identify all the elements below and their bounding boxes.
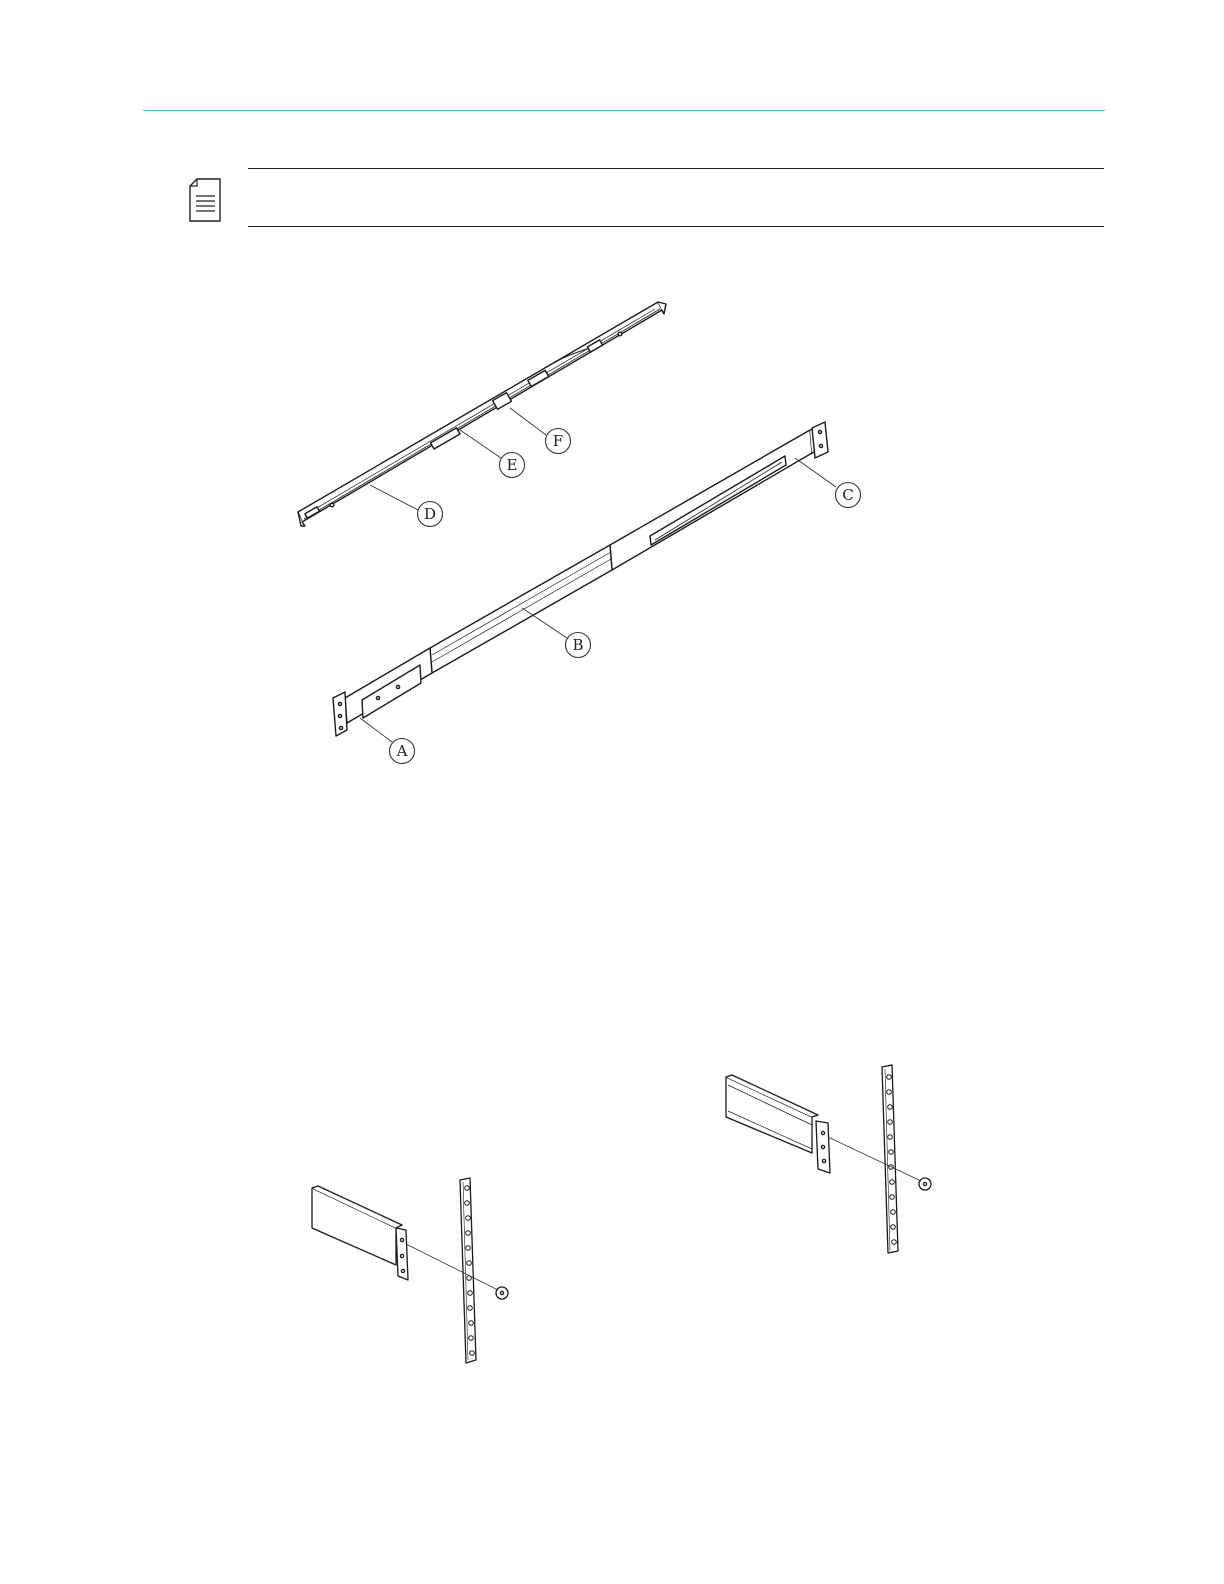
rail-kit-figure bbox=[270, 290, 890, 780]
header-rule bbox=[143, 110, 1105, 111]
note-bottom-rule bbox=[248, 226, 1104, 227]
callout-b: B bbox=[572, 636, 584, 654]
callout-f: F bbox=[552, 432, 564, 450]
rail-bracket bbox=[312, 1186, 408, 1280]
callout-e: E bbox=[506, 456, 518, 474]
screw-icon bbox=[496, 1287, 508, 1299]
note-document-icon bbox=[188, 178, 222, 222]
rack-post bbox=[460, 1178, 476, 1363]
callout-d: D bbox=[423, 505, 437, 523]
rear-mount-figure bbox=[712, 1055, 952, 1275]
callout-c: C bbox=[842, 486, 854, 504]
note-top-rule bbox=[248, 168, 1104, 169]
inner-rail bbox=[298, 302, 666, 526]
rail-bracket bbox=[726, 1075, 830, 1173]
outer-rail bbox=[333, 422, 828, 736]
screw-icon bbox=[919, 1178, 931, 1190]
front-mount-figure bbox=[300, 1170, 530, 1400]
callout-a: A bbox=[396, 742, 408, 760]
